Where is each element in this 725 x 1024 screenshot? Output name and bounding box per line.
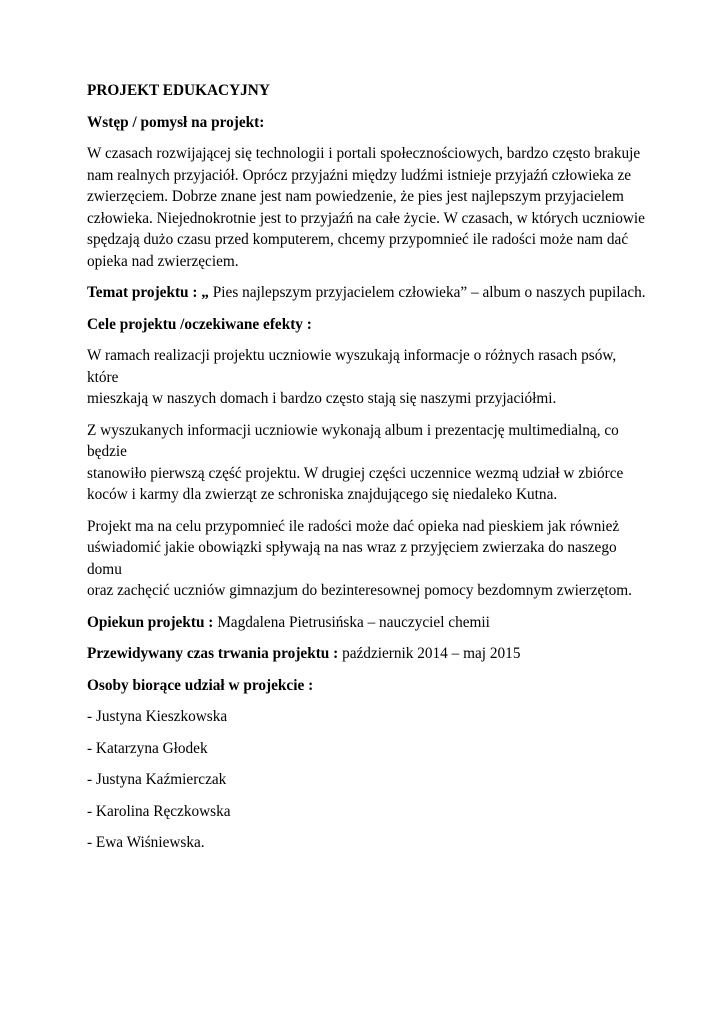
topic-label: Temat projektu : „: [87, 284, 209, 301]
participant-item: - Karolina Ręczkowska: [87, 802, 231, 820]
intro-paragraph: W czasach rozwijającej się technologii i portali społecznościowych, bardzo często brakuje nam realnych przyjaciół. Oprócz przyjaźni między ludźmi istnieje przyjaźń człowieka ze zwierzęciem. Dobrze znane jest nam powiedzenie, że pies jest najlepszym przyjacielem człowieka. Niejednokrotnie jest to przyjaźń na całe życie. W czasach, w których uczniowie spędzają dużo czasu przed komputerem, chcemy przypomnieć ile radości może nam dać opieka nad zwierzęciem.: [87, 145, 645, 270]
goals-paragraph-1: W ramach realizacji projektu uczniowie wyszukają informacje o różnych rasach psów, które mieszkają w naszych domach i bardzo często stają się naszymi przyjaciółmi.: [87, 347, 617, 407]
duration-line: [87, 643, 647, 665]
participants-heading: Osoby biorące udział w projekcie :: [87, 676, 314, 694]
supervisor-line: [87, 612, 647, 634]
goals-paragraph-2: Z wyszukanych informacji uczniowie wykonają album i prezentację multimedialną, co będzie stanowiło pierwszą część projektu. W drugiej części uczennice wezmą udział w zbiórce koców i karmy dla zwierząt ze schroniska znajdującego się niedaleko Kutna.: [87, 421, 624, 503]
supervisor-value: Magdalena Pietrusińska – nauczyciel chemii: [217, 613, 490, 631]
goals-heading: Cele projektu /oczekiwane efekty :: [87, 315, 312, 333]
goals-paragraph-3: Projekt ma na celu przypomnieć ile radości może dać opieka nad pieskiem jak również uświadomić jakie obowiązki spływają na nas wraz z przyjęciem zwierzaka do naszego domu oraz zachęcić uczniów gimnazjum do bezinteresownej pomocy bezdomnym zwierzętom.: [87, 517, 632, 599]
duration-label: Przewidywany czas trwania projektu :: [87, 645, 343, 662]
participant-item: - Justyna Kieszkowska: [87, 708, 228, 725]
document-page: [87, 80, 647, 864]
supervisor-label: Opiekun projektu :: [87, 613, 218, 631]
participant-item: - Katarzyna Głodek: [87, 739, 208, 757]
duration-value: październik 2014 – maj 2015: [342, 645, 521, 662]
topic-line: [87, 282, 647, 304]
participant-item: - Ewa Wiśniewska.: [87, 834, 205, 851]
document-title: PROJEKT EDUKACYJNY: [87, 82, 270, 99]
topic-value: Pies najlepszym przyjacielem człowieka” – album o naszych pupilach.: [208, 284, 646, 301]
participant-item: - Justyna Kaźmierczak: [87, 771, 227, 788]
participants-list: [87, 706, 647, 854]
intro-heading: Wstęp / pomysł na projekt:: [87, 113, 265, 131]
